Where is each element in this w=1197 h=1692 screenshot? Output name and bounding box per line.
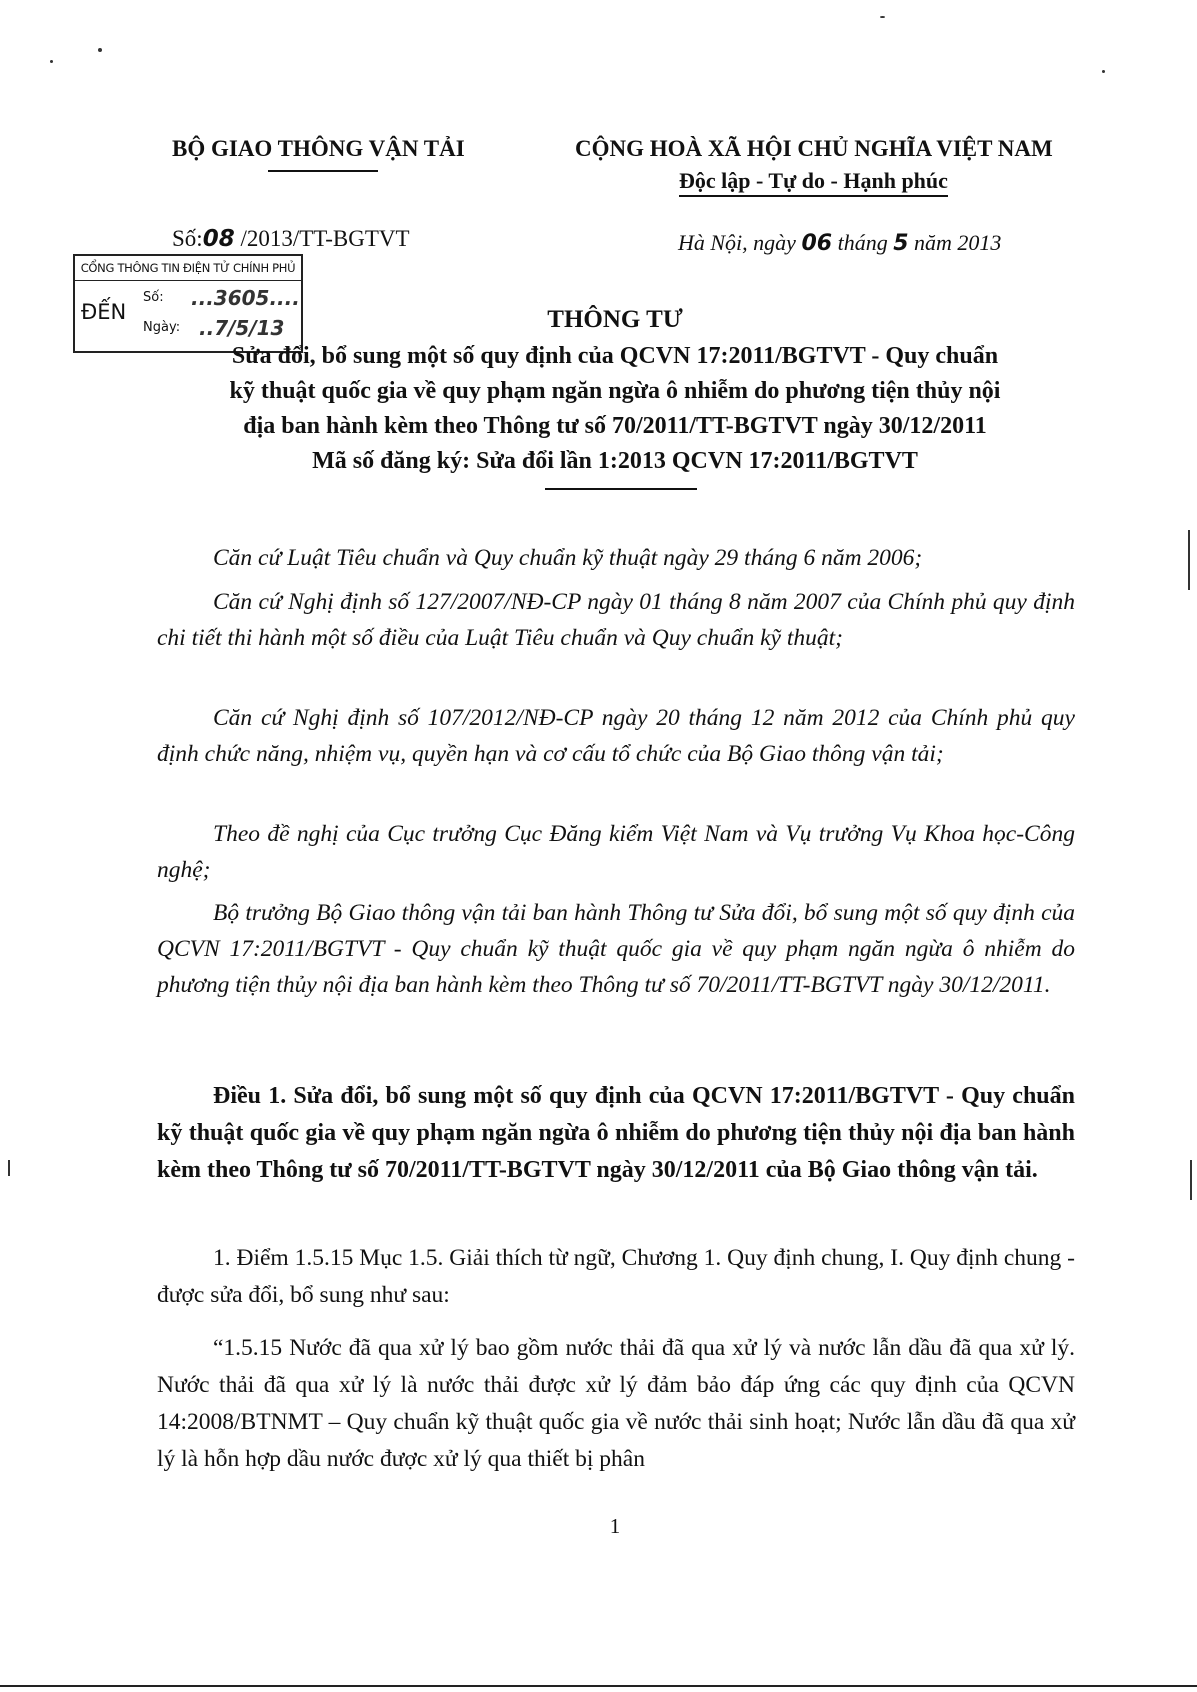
article-1-paragraph-1: 1. Điểm 1.5.15 Mục 1.5. Giải thích từ ngữ, Chương 1. Quy định chung, I. Quy định chung - được sửa đổi, bổ sung như sau: xyxy=(157,1245,1075,1308)
date-month-word: tháng xyxy=(832,230,894,255)
doc-number-handwritten: 08 xyxy=(202,226,235,252)
ministry-name: BỘ GIAO THÔNG VẬN TẢI xyxy=(172,136,465,161)
scan-bottom-edge xyxy=(0,1685,1197,1687)
stamp-so-value: ...3605.... xyxy=(191,286,300,310)
title-line-3: địa ban hành kèm theo Thông tư số 70/2011/TT-BGTVT ngày 30/12/2011 xyxy=(243,413,987,439)
doc-number-prefix: Số: xyxy=(172,226,203,251)
stamp-so-label: Số: xyxy=(143,290,164,305)
date-year: năm 2013 xyxy=(908,230,1002,255)
issue-date xyxy=(678,230,1001,256)
republic-name: CỘNG HOÀ XÃ HỘI CHỦ NGHĨA VIỆT NAM xyxy=(575,136,1053,161)
receipt-stamp xyxy=(73,254,303,353)
article-1-heading: Điều 1. Sửa đổi, bổ sung một số quy định của QCVN 17:2011/BGTVT - Quy chuẩn kỹ thuật quốc gia về quy phạm ngăn ngừa ô nhiễm do phương tiện thủy nội địa ban hành kèm theo Thông tư số 70/2011/TT-BGTVT ngày 30/12/2011 của Bộ Giao thông vận tải. xyxy=(157,1083,1075,1183)
date-place: Hà Nội, ngày xyxy=(678,230,802,255)
stamp-ngay-label: Ngày: xyxy=(143,320,181,335)
national-motto: Độc lập - Tự do - Hạnh phúc xyxy=(679,168,948,197)
scan-edge-mark xyxy=(8,1160,10,1176)
title-line-2: kỹ thuật quốc gia về quy phạm ngăn ngừa ô nhiễm do phương tiện thủy nội xyxy=(229,378,1001,404)
legal-basis-5: Bộ trưởng Bộ Giao thông vận tải ban hành Thông tư Sửa đổi, bổ sung một số quy định của QCVN 17:2011/BGTVT - Quy chuẩn kỹ thuật quốc gia về quy phạm ngăn ngừa ô nhiễm do phương tiện thủy nội địa ban hành kèm theo Thông tư số 70/2011/TT-BGTVT ngày 30/12/2011. xyxy=(157,900,1075,998)
date-day: 06 xyxy=(801,231,833,256)
registration-code: Mã số đăng ký: Sửa đổi lần 1:2013 QCVN 17:2011/BGTVT xyxy=(312,448,918,474)
scan-speck xyxy=(1102,70,1105,73)
stamp-ngay-value: ..7/5/13 xyxy=(199,316,285,340)
legal-basis-4: Theo đề nghị của Cục trưởng Cục Đăng kiểm Việt Nam và Vụ trưởng Vụ Khoa học-Công nghệ; xyxy=(157,821,1075,883)
scan-edge-mark xyxy=(1190,1160,1192,1200)
legal-basis-2: Căn cứ Nghị định số 127/2007/NĐ-CP ngày 01 tháng 8 năm 2007 của Chính phủ quy định chi tiết thi hành một số điều của Luật Tiêu chuẩn và Quy chuẩn kỹ thuật; xyxy=(157,589,1075,651)
stamp-header: CỔNG THÔNG TIN ĐIỆN TỬ CHÍNH PHỦ xyxy=(75,256,301,281)
ministry-underline xyxy=(268,170,378,172)
scan-edge-mark xyxy=(1188,530,1190,590)
page-number: 1 xyxy=(609,1514,621,1538)
article-1-paragraph-2: “1.5.15 Nước đã qua xử lý bao gồm nước thải đã qua xử lý và nước lẫn dầu đã qua xử lý. Nước thải đã qua xử lý là nước thải được xử lý đảm bảo đáp ứng các quy định của QCVN 14:2008/BTNMT – Quy chuẩn kỹ thuật quốc gia về nước thải sinh hoạt; Nước lẫn dầu đã qua xử lý là hỗn hợp dầu nước được xử lý qua thiết bị phân xyxy=(157,1335,1075,1472)
scan-speck xyxy=(880,16,885,18)
doc-number-suffix: /2013/TT-BGTVT xyxy=(234,226,410,251)
document-type-title: THÔNG TƯ xyxy=(547,306,683,333)
legal-basis-1: Căn cứ Luật Tiêu chuẩn và Quy chuẩn kỹ thuật ngày 29 tháng 6 năm 2006; xyxy=(213,545,923,571)
title-separator xyxy=(545,488,697,490)
stamp-den-label: ĐẾN xyxy=(81,300,127,324)
scan-speck xyxy=(50,60,53,63)
document-number xyxy=(172,226,410,252)
scan-speck xyxy=(98,48,102,52)
legal-basis-3: Căn cứ Nghị định số 107/2012/NĐ-CP ngày 20 tháng 12 năm 2012 của Chính phủ quy định chức năng, nhiệm vụ, quyền hạn và cơ cấu tổ chức của Bộ Giao thông vận tải; xyxy=(157,705,1075,767)
title-line-1: Sửa đổi, bổ sung một số quy định của QCVN 17:2011/BGTVT - Quy chuẩn xyxy=(231,343,999,369)
date-month: 5 xyxy=(893,231,909,256)
